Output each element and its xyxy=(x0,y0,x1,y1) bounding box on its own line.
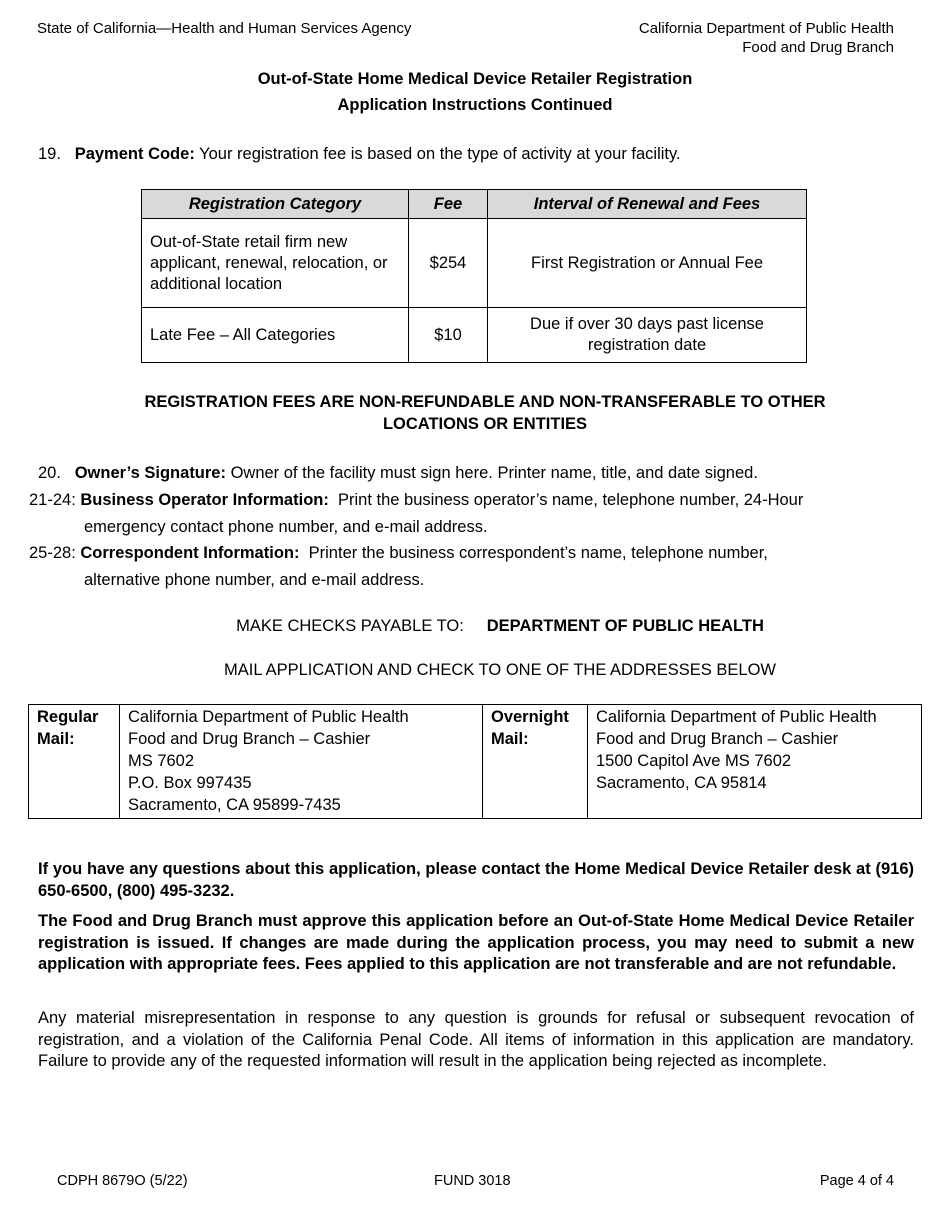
item-text-line-1: Printer the business correspondent’s name, telephone number, xyxy=(308,544,768,562)
title-line-2: Application Instructions Continued xyxy=(337,96,613,114)
notice-line-1: REGISTRATION FEES ARE NON-REFUNDABLE AND NON-TRANSFERABLE TO OTHER xyxy=(144,393,826,411)
instruction-21-24 xyxy=(29,487,929,541)
page-title xyxy=(0,66,950,118)
instruction-19 xyxy=(38,141,681,168)
questions-paragraph: If you have any questions about this application, please contact the Home Medical Device Retailer desk at (916) 650-6500, (800) 495-3232. xyxy=(38,860,914,900)
agency-header: State of California—Health and Human Services Agency xyxy=(37,20,412,37)
table-row xyxy=(142,308,807,363)
checks-payee: DEPARTMENT OF PUBLIC HEALTH xyxy=(486,617,764,635)
form-id: CDPH 8679O (5/22) xyxy=(57,1173,188,1189)
interval-cell: First Registration or Annual Fee xyxy=(488,219,807,308)
column-header-fee: Fee xyxy=(409,190,488,219)
notice-line-2: LOCATIONS OR ENTITIES xyxy=(382,415,588,433)
fund-code: FUND 3018 xyxy=(434,1173,511,1189)
item-text: Owner of the facility must sign here. Printer name, title, and date signed. xyxy=(230,464,758,482)
fee-cell: $254 xyxy=(409,219,488,308)
fee-table-header xyxy=(142,190,807,219)
item-number: 19. xyxy=(38,145,61,163)
fee-table xyxy=(141,189,807,363)
regular-mail-address: California Department of Public Health Food and Drug Branch – Cashier MS 7602 P.O. Box 997435 Sacramento, CA 95899-7435 xyxy=(120,705,483,819)
fee-cell: $10 xyxy=(409,308,488,363)
fees-notice xyxy=(0,391,950,435)
item-label: Payment Code: xyxy=(74,145,195,163)
item-label: Business Operator Information: xyxy=(80,491,329,509)
item-label: Owner’s Signature: xyxy=(74,464,226,482)
item-number: 20. xyxy=(38,464,61,482)
page-number: Page 4 of 4 xyxy=(819,1173,894,1189)
mail-instruction: MAIL APPLICATION AND CHECK TO ONE OF THE ADDRESSES BELOW xyxy=(224,661,776,679)
branch-name: Food and Drug Branch xyxy=(742,39,894,56)
checks-label: MAKE CHECKS PAYABLE TO: xyxy=(236,617,464,635)
item-text: Your registration fee is based on the type of activity at your facility. xyxy=(199,145,681,163)
item-label: Correspondent Information: xyxy=(80,544,300,562)
checks-payable-line xyxy=(0,617,950,636)
item-number: 25-28: xyxy=(29,544,76,562)
category-cell: Late Fee – All Categories xyxy=(142,308,409,363)
interval-cell: Due if over 30 days past license registration date xyxy=(488,308,807,363)
misrepresentation-paragraph: Any material misrepresentation in response to any question is grounds for refusal or subsequent revocation of registration, and a violation of the California Penal Code. All items of information in this application are mandatory. Failure to provide any of the requested information will result in the application being rejected as incomplete. xyxy=(38,1009,914,1070)
item-text-line-1: Print the business operator’s name, telephone number, 24-Hour xyxy=(338,491,804,509)
instruction-20 xyxy=(38,460,758,487)
department-name: California Department of Public Health xyxy=(638,20,894,37)
category-cell: Out-of-State retail firm new applicant, renewal, relocation, or additional location xyxy=(142,219,409,308)
regular-mail-label: Regular Mail: xyxy=(29,705,120,819)
approval-paragraph: The Food and Drug Branch must approve this application before an Out-of-State Home Medical Device Retailer registration is issued. If changes are made during the application process, you may need to submit a new application with appropriate fees. Fees applied to this application are not transferable and are not refundable. xyxy=(38,912,914,973)
table-row xyxy=(142,219,807,308)
title-line-1: Out-of-State Home Medical Device Retailer Registration xyxy=(257,70,693,88)
instruction-25-28 xyxy=(29,540,929,594)
column-header-interval: Interval of Renewal and Fees xyxy=(488,190,807,219)
item-number: 21-24: xyxy=(29,491,76,509)
overnight-mail-label: Overnight Mail: xyxy=(483,705,588,819)
department-header xyxy=(639,19,894,57)
item-text-line-2: emergency contact phone number, and e-mail address. xyxy=(84,518,488,536)
column-header-category: Registration Category xyxy=(142,190,409,219)
item-text-line-2: alternative phone number, and e-mail address. xyxy=(84,571,425,589)
mail-address-table xyxy=(28,704,922,819)
overnight-mail-address: California Department of Public Health Food and Drug Branch – Cashier 1500 Capitol Ave MS 7602 Sacramento, CA 95814 xyxy=(588,705,922,819)
